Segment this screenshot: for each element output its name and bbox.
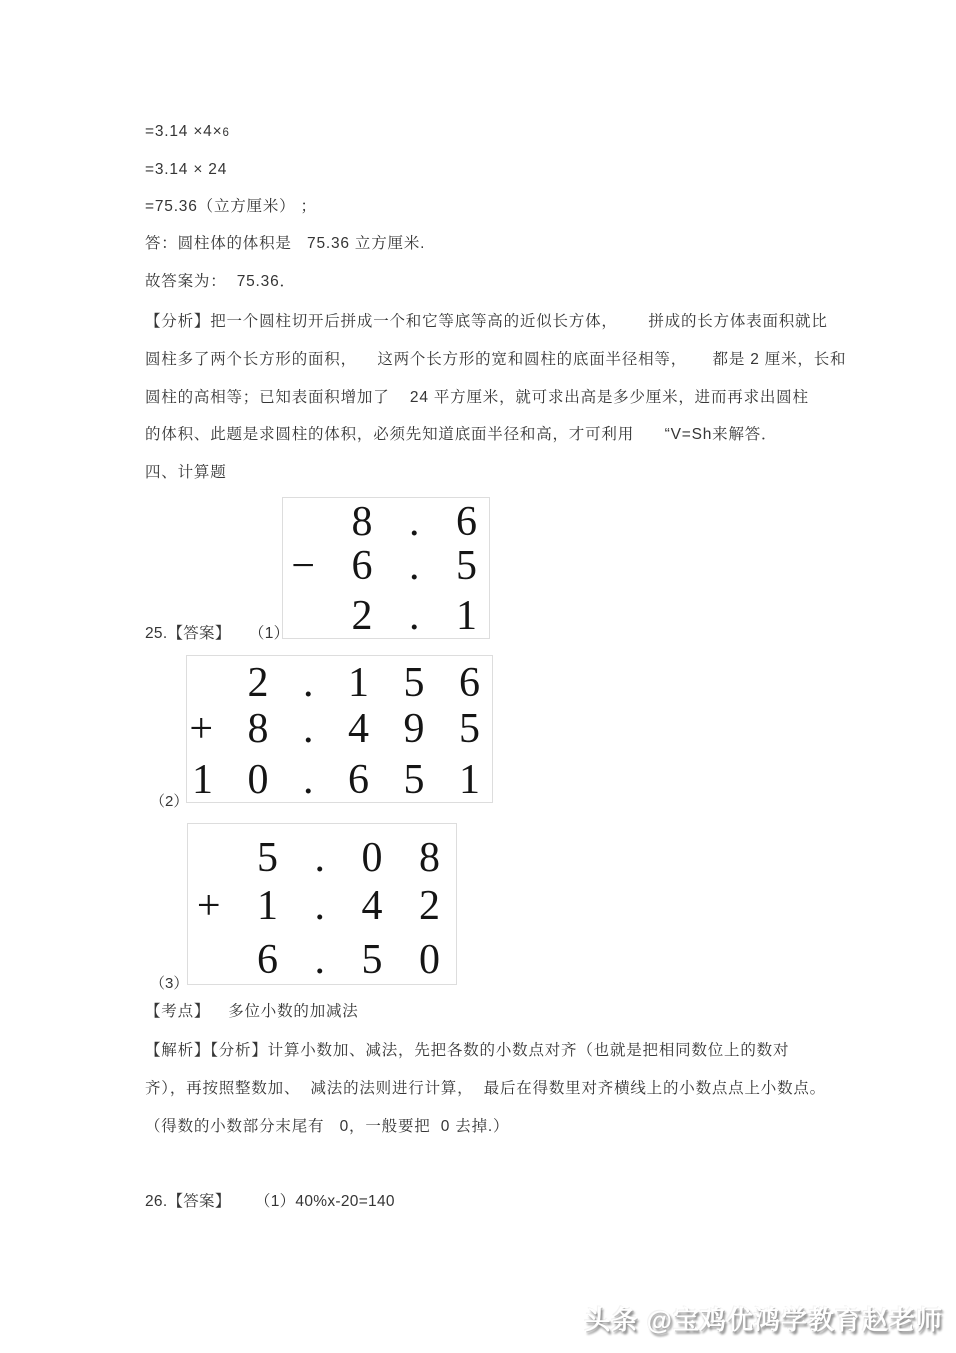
q26-header-label: 26.【答案】 bbox=[145, 1193, 231, 1210]
equation-line-1 bbox=[145, 122, 230, 143]
q25-header-label: 25.【答案】 bbox=[145, 625, 231, 642]
explanation-line-3: （得数的小数部分末尾有 0，一般要把 0 去掉.） bbox=[145, 1118, 510, 1135]
calc-box-addition-2 bbox=[187, 823, 457, 985]
calc2-operator-row: + 8 . 4 9 5 bbox=[189, 706, 480, 752]
q25-part3-label: （3） bbox=[150, 975, 189, 992]
calc2-operand-row: 2 . 1 5 6 bbox=[247, 660, 480, 706]
calc1-result-row: 2 . 1 bbox=[351, 593, 477, 639]
key-point-line bbox=[145, 1002, 359, 1022]
calc-box-subtraction bbox=[282, 497, 490, 639]
calc3-operator-row: + 1 . 4 2 bbox=[196, 883, 440, 929]
answer-sentence: 答：圆柱体的体积是 75.36 立方厘米. bbox=[145, 235, 426, 252]
equation-line-3: =75.36（立方厘米） ； bbox=[145, 198, 317, 215]
analysis-line-1: 【分析】把一个圆柱切开后拼成一个和它等底等高的近似长方体， 拼成的长方体表面积就比 bbox=[145, 313, 828, 330]
calc3-result-row: 6 . 5 0 bbox=[257, 937, 440, 983]
equation-line-1-small: 6 bbox=[222, 127, 230, 139]
analysis-line-2: 圆柱多了两个长方形的面积， 这两个长方形的宽和圆柱的底面半径相等， 都是 2 厘米，长和 bbox=[145, 351, 847, 368]
q26-part1-equation: （1）40%x-20=140 bbox=[262, 1193, 395, 1210]
calc1-operator-row: − 6 . 5 bbox=[291, 543, 477, 589]
explanation-line-2: 齐），再按照整数加、 减法的法则进行计算， 最后在得数里对齐横线上的小数点点上小数点。 bbox=[145, 1080, 826, 1097]
q25-header-line bbox=[145, 624, 289, 644]
section-title: 四、计算题 bbox=[145, 464, 227, 481]
calc3-operand-row: 5 . 0 8 bbox=[257, 835, 440, 881]
q25-part2-label: （2） bbox=[150, 793, 189, 810]
analysis-line-3: 圆柱的高相等；已知表面积增加了 24 平方厘米，就可求出高是多少厘米，进而再求出圆柱 bbox=[145, 389, 809, 406]
explanation-line-1: 【解析】【分析】计算小数加、减法，先把各数的小数点对齐（也就是把相同数位上的数对 bbox=[145, 1042, 790, 1059]
q26-header-line bbox=[145, 1192, 395, 1212]
calc1-operand-row: 8 . 6 bbox=[351, 499, 477, 545]
analysis-line-4: 的体积、此题是求圆柱的体积，必须先知道底面半径和高，才可利用 “V=Sh来解答． bbox=[145, 426, 778, 443]
calc-box-addition-1 bbox=[186, 655, 493, 803]
key-point-text: 多位小数的加减法 bbox=[228, 1003, 359, 1020]
calc2-result-row: 1 0 . 6 5 1 bbox=[192, 757, 480, 803]
final-answer-line: 故答案为： 75.36． bbox=[145, 273, 296, 290]
q25-part1-label: （1） bbox=[256, 625, 290, 642]
equation-line-2: =3.14 × 24 bbox=[145, 161, 228, 178]
key-point-label: 【考点】 bbox=[145, 1003, 211, 1020]
watermark-text: 头条 @宝鸡优鸿学教育赵老师 bbox=[584, 1305, 943, 1335]
equation-line-1-main: =3.14 ×4× bbox=[145, 123, 223, 140]
